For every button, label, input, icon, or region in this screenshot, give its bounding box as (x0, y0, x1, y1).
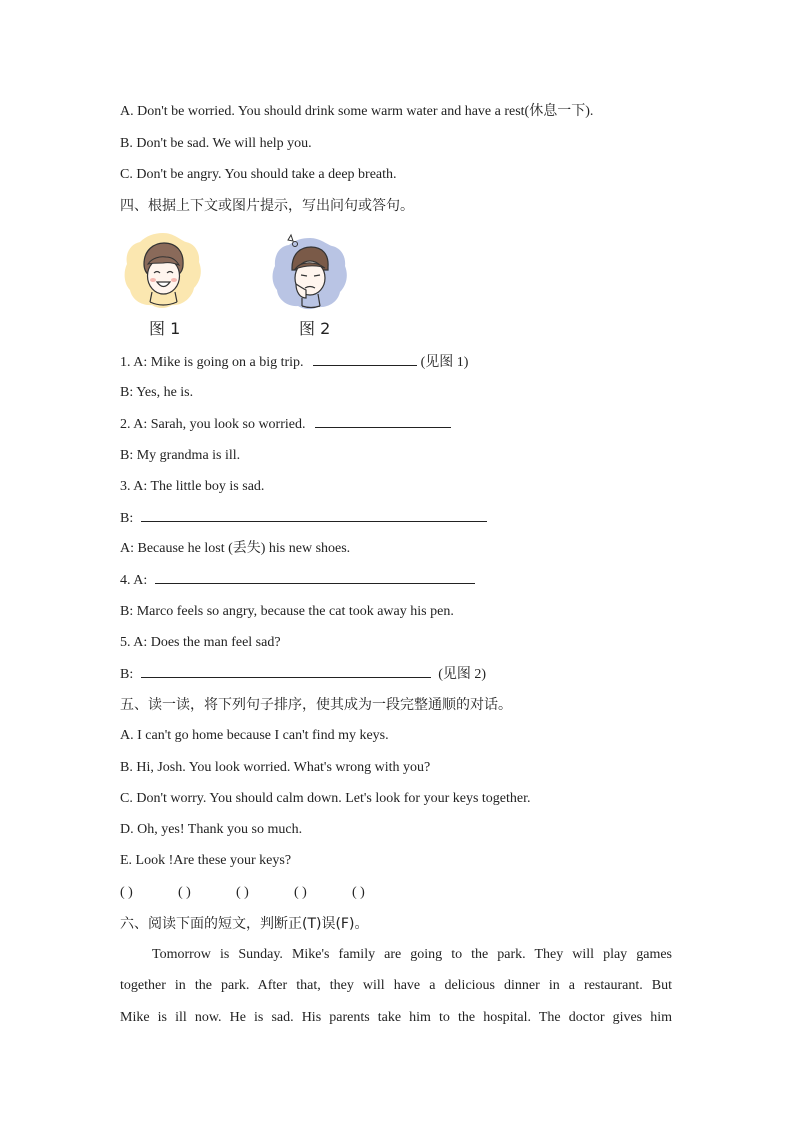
order-answer-5[interactable]: ( ) (352, 885, 365, 900)
dialogue-item-d: D. Oh, yes! Thank you so much. (120, 822, 303, 837)
question-3-b (120, 509, 487, 528)
figure-2-sad-man (270, 232, 350, 310)
question-5-b-label: B: (120, 667, 134, 682)
order-answer-2[interactable]: ( ) (178, 885, 191, 900)
option-b: B. Don't be sad. We will help you. (120, 136, 312, 151)
question-1-b: B: Yes, he is. (120, 385, 194, 400)
answer-blank-2[interactable] (315, 415, 451, 428)
section-4-heading: 四、根据上下文或图片提示，写出问句或答句。 (120, 198, 414, 214)
dialogue-item-c: C. Don't worry. You should calm down. Let's look for your keys together. (120, 791, 531, 806)
question-2-b: B: My grandma is ill. (120, 448, 241, 463)
question-4-b: B: Marco feels so angry, because the cat took away his pen. (120, 604, 454, 619)
question-5-b (120, 665, 486, 684)
question-2-a-text: 2. A: Sarah, you look so worried. (120, 417, 306, 432)
question-4-a (120, 571, 475, 590)
option-c: C. Don't be angry. You should take a deep breath. (120, 167, 397, 182)
passage-line-2: together in the park. After that, they will have a delicious dinner in a restaurant. But (120, 978, 672, 993)
question-3-a2: A: Because he lost (丢失) his new shoes. (120, 541, 351, 556)
question-1-hint: (见图 1) (420, 355, 469, 370)
figure-2-caption: 图 2 (299, 319, 331, 338)
order-answer-1[interactable]: ( ) (120, 885, 133, 900)
answer-blank-5[interactable] (141, 665, 431, 678)
question-3-b-label: B: (120, 511, 134, 526)
question-3-a: 3. A: The little boy is sad. (120, 479, 265, 494)
section-5-heading: 五、读一读，将下列句子排序，使其成为一段完整通顺的对话。 (120, 697, 512, 713)
answer-blank-3[interactable] (141, 509, 487, 522)
question-4-a-label: 4. A: (120, 573, 148, 588)
dialogue-item-a: A. I can't go home because I can't find my keys. (120, 728, 389, 743)
dialogue-item-b: B. Hi, Josh. You look worried. What's wrong with you? (120, 760, 431, 775)
question-2-a (120, 415, 451, 434)
figure-1-caption: 图 1 (149, 319, 181, 338)
order-answer-4[interactable]: ( ) (294, 885, 307, 900)
question-5-hint: (见图 2) (438, 667, 487, 682)
answer-blank-1[interactable] (313, 353, 417, 366)
section-6-heading: 六、阅读下面的短文，判断正(T)误(F)。 (120, 916, 369, 932)
order-answer-3[interactable]: ( ) (236, 885, 249, 900)
question-1-a-text: 1. A: Mike is going on a big trip. (120, 355, 304, 370)
question-5-a: 5. A: Does the man feel sad? (120, 635, 281, 650)
figure-1-happy-woman (122, 230, 204, 310)
passage-line-1: Tomorrow is Sunday. Mike's family are going to the park. They will play games (152, 947, 672, 962)
order-answer-row (120, 884, 400, 902)
answer-blank-4[interactable] (155, 571, 475, 584)
dialogue-item-e: E. Look !Are these your keys? (120, 853, 292, 868)
passage-line-3: Mike is ill now. He is sad. His parents take him to the hospital. The doctor gives him (120, 1010, 672, 1025)
question-1-a (120, 353, 468, 372)
option-a: A. Don't be worried. You should drink some warm water and have a rest(休息一下). (120, 104, 594, 119)
